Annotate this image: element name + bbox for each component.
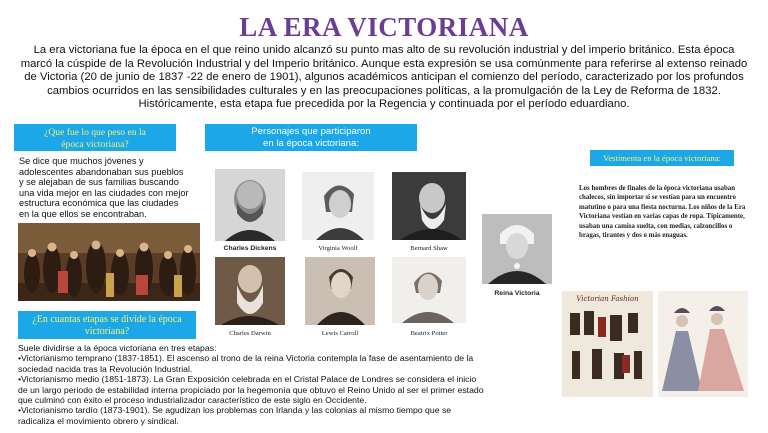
people-heading-line1: Personajes que participaron — [251, 126, 371, 137]
clothing-text: Los hombres de finales de la época victoriana usaban chalecos, sin importar si se vestían para un encuentro matutino o para una fiesta nocturna. Los niños de la Era Victoriana vestían en varias capas de ropa. Típicamente, usaban una camisa suelta, con medias, calzoncillos o bragas, tirantes y dos o más enaguas. — [579, 185, 746, 240]
weight-heading-box — [14, 124, 176, 151]
caption-carroll: Lewis Carroll — [321, 330, 359, 337]
portrait-carroll — [305, 257, 375, 325]
stage-item-early: •Victorianismo temprano (1837-1851). El ascenso al trono de la reina Victoria contempla la fase de asentamiento de la sociedad nacida tras la Revolución Industrial. — [18, 353, 474, 374]
caption-woolf: Virginia Woolf — [318, 245, 358, 252]
caption-potter: Beatrix Potter — [410, 330, 448, 337]
portrait-potter — [392, 257, 466, 323]
portrait-shaw — [392, 172, 466, 240]
portrait-woolf — [302, 172, 374, 240]
caption-shaw: Bernard Shaw — [410, 245, 448, 252]
caption-darwin: Charles Darwin — [229, 330, 271, 337]
portrait-victoria — [482, 214, 552, 284]
portrait-darwin — [215, 257, 285, 325]
fashion-plate-image — [562, 291, 653, 397]
stages-list — [18, 353, 488, 426]
people-heading-box — [205, 124, 417, 151]
stages-heading: ¿En cuantas etapas se divide la época victoriana? — [32, 314, 182, 337]
weight-text: Se dice que muchos jóvenes y adolescentes abandonaban sus pueblos y se alejaban de sus familias buscando una vida mejor en las ciudades con mejor estructura económica que las ciudades en la que ellos se encontraban. — [19, 156, 189, 219]
crowd-scene-image — [18, 223, 200, 301]
stage-item-late: •Victorianismo tardío (1873-1901). Se agudizan los problemas con Irlanda y las colonias al mismo tiempo que se radicaliza el movimiento obrero y sindical. — [18, 405, 452, 426]
page-title: LA ERA VICTORIANA — [239, 12, 529, 42]
caption-victoria: Reina Victoria — [494, 290, 540, 297]
victorian-dress-image — [658, 291, 748, 397]
intro-paragraph: La era victoriana fue la época en el que reino unido alcanzó su punto mas alto de su revolución industrial y del imperio británico. Esta época marcó la cúspide de la Revolución Industrial y del Imperio británico. Aunque esta expresión se usa comúnmente para referirse al extenso reinado de Victoria (20 de junio de 1837 -22 de enero de 1901), algunos académicos anticipan el comienzo del período, caracterizado por los profundos cambios ocurridos en las sensibilidades culturales y en las preocupaciones políticas, a la promulgación de la Ley de Reforma de 1832. Históricamente, esta etapa fue precedida por la Regencia y continuada por el período eduardiano. — [20, 44, 748, 111]
stages-lead: Suele dividirse a la época victoriana en tres etapas: — [18, 343, 217, 353]
fashion-plate-title: Victorian Fashion — [576, 295, 639, 303]
stage-item-middle: •Victorianismo medio (1851-1873). La Gran Exposición celebrada en el Cristal Palace de Londres se considera el inicio de un largo periodo de estabilidad interna propiciado por la hegemonía que obtuvo el Reino Unido al ser el primer estado que culminó con éxito el proceso industrializador característico de este siglo en Occidente. — [18, 374, 484, 406]
stages-text-block — [18, 343, 488, 426]
clothing-heading: Vestimenta en la época victoriana: — [603, 153, 721, 163]
portrait-dickens — [215, 169, 285, 241]
weight-heading: ¿Que fue lo que peso en la época victoriana? — [44, 127, 146, 150]
caption-dickens: Charles Dickens — [223, 245, 277, 252]
stages-heading-box — [18, 311, 196, 339]
clothing-heading-box — [590, 150, 734, 166]
people-heading-line2: en la época victoriana: — [263, 137, 359, 149]
